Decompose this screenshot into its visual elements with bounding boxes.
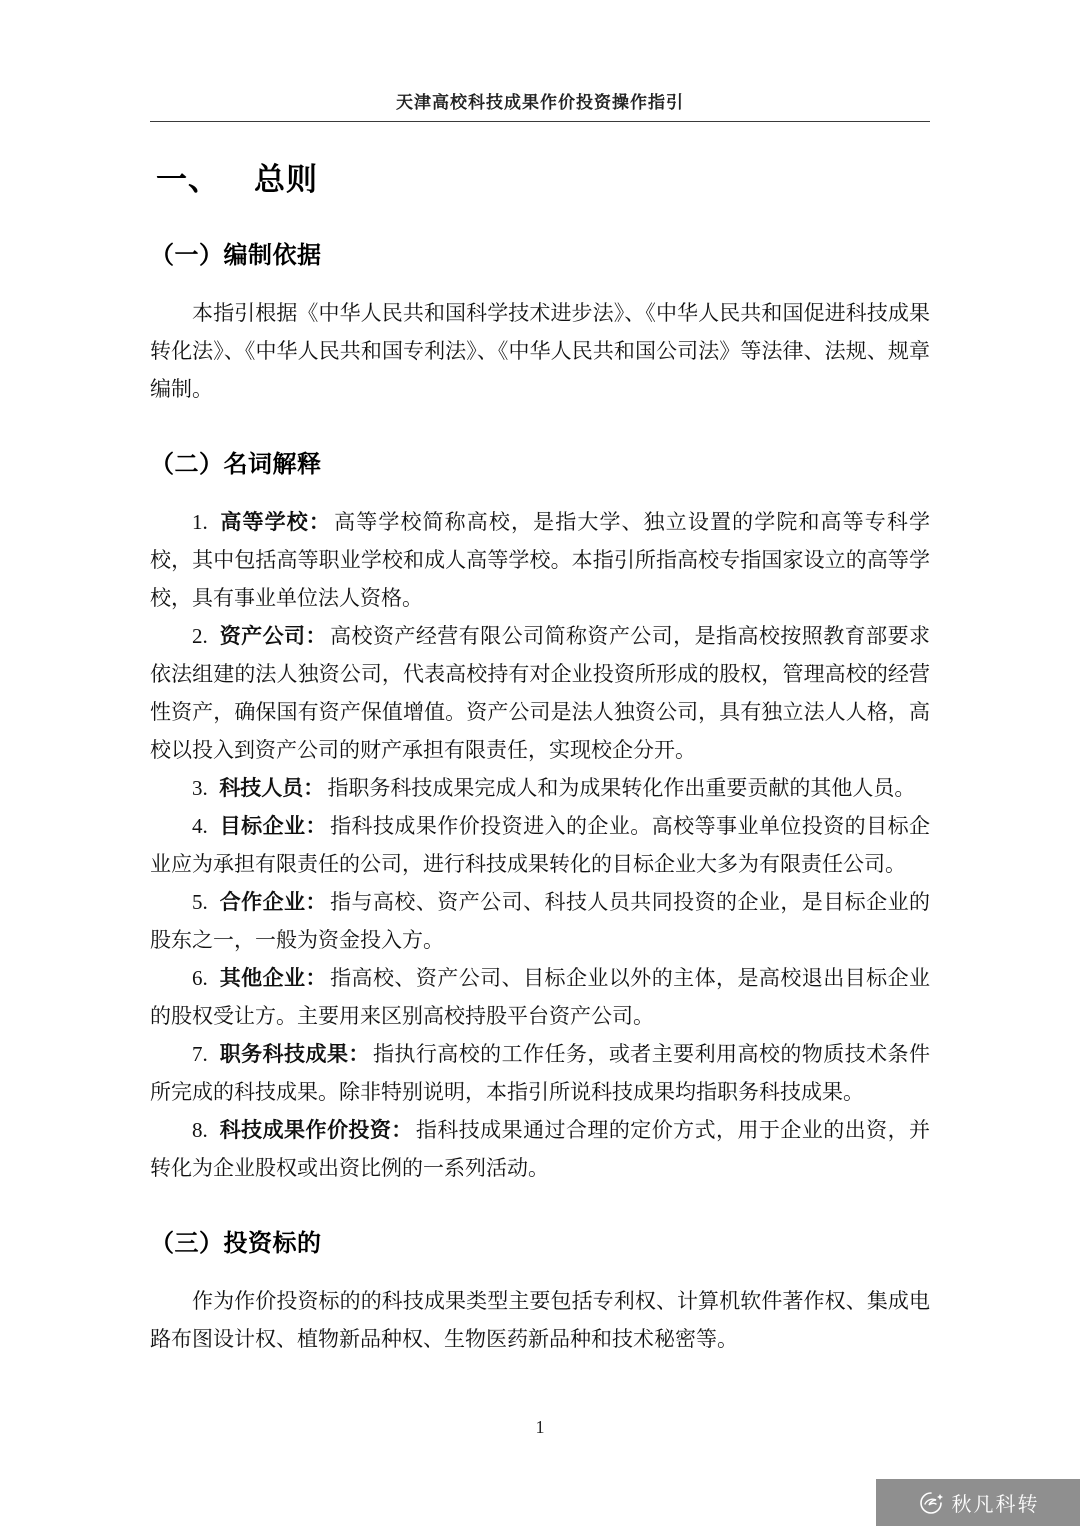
glossary-item-text: 指职务科技成果完成人和为成果转化作出重要贡献的其他人员。 <box>327 776 916 800</box>
glossary-item-term: 资产公司： <box>219 624 327 648</box>
glossary-item-text: 指与高校、资产公司、科技人员共同投资的企业，是目标企业的股东之一，一般为资金投入方。 <box>150 890 931 952</box>
section-heading-1: （一）编制依据 <box>150 242 322 269</box>
qiufan-logo-icon <box>917 1489 945 1517</box>
glossary-item-term: 目标企业： <box>219 814 327 838</box>
glossary-item-text: 高等学校简称高校，是指大学、独立设置的学院和高等专科学校，其中包括高等职业学校和成人高等学校。本指引所指高校专指国家设立的高等学校，具有事业单位法人资格。 <box>150 510 931 610</box>
page-header <box>150 88 930 122</box>
glossary-item-text: 指执行高校的工作任务，或者主要利用高校的物质技术条件所完成的科技成果。除非特别说明，本指引所说科技成果均指职务科技成果。 <box>150 1042 930 1104</box>
glossary-item-text: 指高校、资产公司、目标企业以外的主体，是高校退出目标企业的股权受让方。主要用来区别高校持股平台资产公司。 <box>150 966 931 1028</box>
glossary-item-term: 职务科技成果： <box>219 1042 370 1066</box>
glossary-item <box>150 959 930 1035</box>
glossary-item-term: 高等学校： <box>219 510 331 534</box>
glossary-item-term: 其他企业： <box>219 966 327 990</box>
document-content <box>150 140 930 1364</box>
glossary-item-text: 指科技成果作价投资进入的企业。高校等事业单位投资的目标企业应为承担有限责任的公司，进行科技成果转化的目标企业大多为有限责任公司。 <box>150 814 931 876</box>
section-heading-3: （三）投资标的 <box>150 1230 322 1257</box>
watermark-banner <box>876 1479 1080 1526</box>
glossary-item-number: 6. <box>192 966 208 990</box>
glossary-item-number: 1. <box>192 510 208 534</box>
glossary-item-number: 3. <box>192 776 208 800</box>
glossary-item-number: 2. <box>192 624 208 648</box>
glossary-item <box>150 1111 930 1187</box>
glossary-item <box>150 883 930 959</box>
section-heading-2: （二）名词解释 <box>150 451 322 478</box>
glossary-item-term: 科技人员： <box>219 776 325 800</box>
glossary-item <box>150 1035 930 1111</box>
glossary-item-number: 7. <box>192 1042 208 1066</box>
chapter-name: 总则 <box>254 162 318 197</box>
glossary-item <box>150 617 930 769</box>
chapter-number: 一、 <box>156 162 220 197</box>
header-title: 天津高校科技成果作价投资操作指引 <box>150 88 930 122</box>
page-number: 1 <box>535 1417 545 1437</box>
glossary-item-text: 指科技成果通过合理的定价方式，用于企业的出资，并转化为企业股权或出资比例的一系列活动。 <box>150 1118 931 1180</box>
glossary-item-text: 高校资产经营有限公司简称资产公司，是指高校按照教育部要求依法组建的法人独资公司，代表高校持有对企业投资所形成的股权，管理高校的经营性资产，确保国有资产保值增值。资产公司是法人独资公司，具有独立法人人格，高校以投入到资产公司的财产承担有限责任，实现校企分开。 <box>150 624 931 762</box>
chapter-title <box>156 154 930 199</box>
glossary-item <box>150 503 930 617</box>
section-1-paragraph: 本指引根据《中华人民共和国科学技术进步法》、《中华人民共和国促进科技成果转化法》、《中华人民共和国专利法》、《中华人民共和国公司法》等法律、法规、规章编制。 <box>150 301 930 401</box>
glossary-item-number: 4. <box>192 814 208 838</box>
watermark-text: 秋凡科转 <box>951 1494 1040 1516</box>
glossary-item-number: 8. <box>192 1118 208 1142</box>
glossary-item-term: 合作企业： <box>219 890 327 914</box>
glossary-item-term: 科技成果作价投资： <box>219 1118 413 1142</box>
section-3-paragraph: 作为作价投资标的的科技成果类型主要包括专利权、计算机软件著作权、集成电路布图设计权、植物新品种权、生物医药新品种和技术秘密等。 <box>150 1289 930 1351</box>
glossary-item <box>150 769 930 807</box>
glossary-item <box>150 807 930 883</box>
glossary-item-number: 5. <box>192 890 208 914</box>
